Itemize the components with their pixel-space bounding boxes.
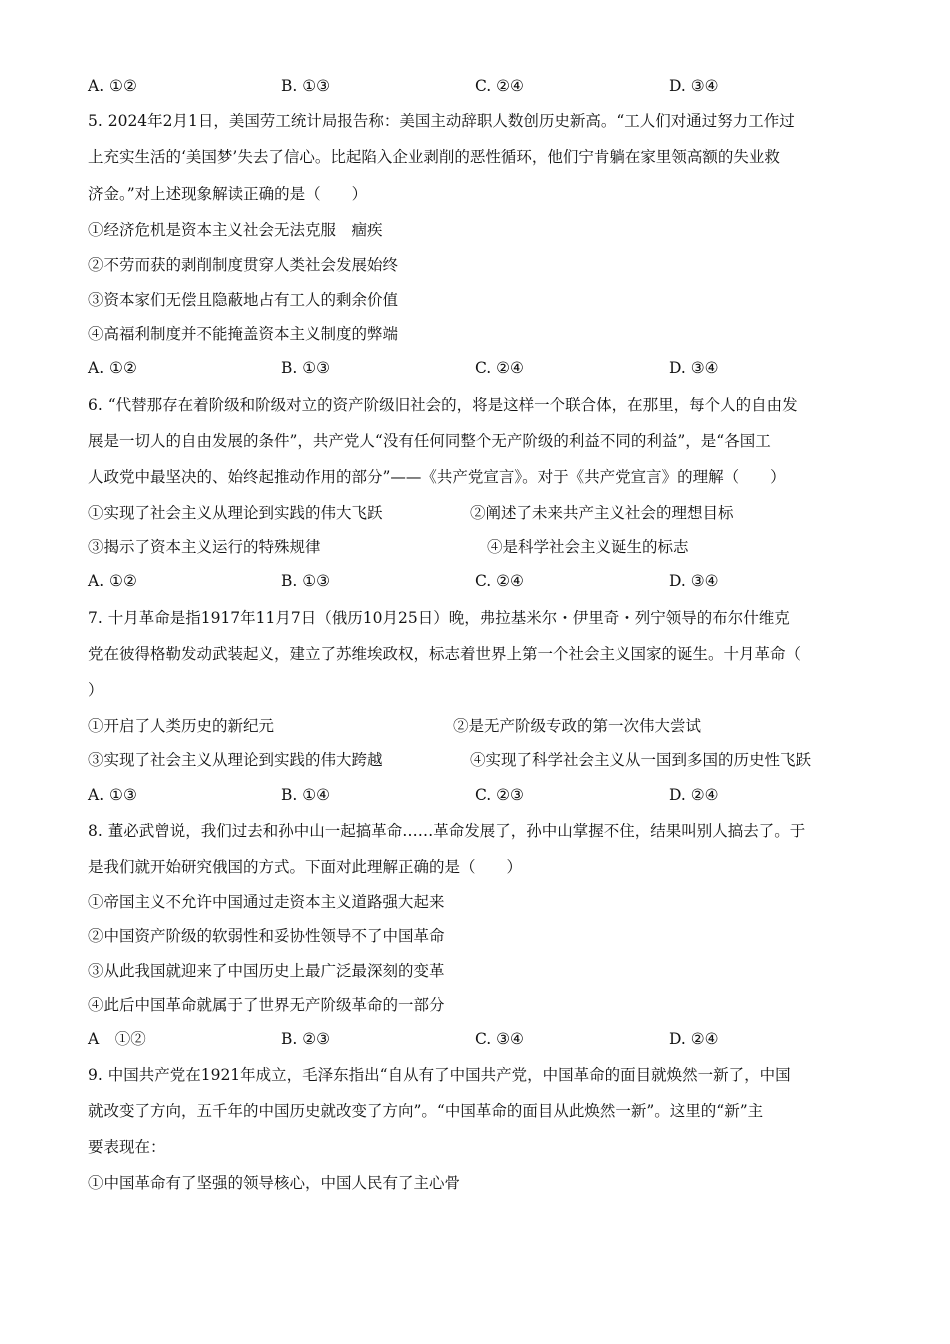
question-9-stem-line: 9. 中国共产党在1921年成立，毛泽东指出“自从有了中国共产党，中国革命的面目就焕然一新了，中国 <box>88 1066 791 1084</box>
question-5-item: ②不劳而获的剥削制度贯穿人类社会发展始终 <box>88 256 399 274</box>
option-a: A ①② <box>88 1030 146 1048</box>
question-6-stem-line: 展是一切人的自由发展的条件”，共产党人“没有任何同整个无产阶级的利益不同的利益”，是“各国工 <box>88 432 771 450</box>
option-b: B. ①④ <box>281 786 331 804</box>
question-6-stem-line: 6. “代替那存在着阶级和阶级对立的资产阶级旧社会的，将是这样一个联合体，在那里，每个人的自由发 <box>88 396 798 414</box>
question-6-item: ②阐述了未来共产主义社会的理想目标 <box>470 504 734 522</box>
option-a: A. ①② <box>88 572 137 590</box>
question-9-stem-line: 就改变了方向，五千年的中国历史就改变了方向”。“中国革命的面目从此焕然一新”。这里的“新”主 <box>88 1102 764 1120</box>
question-6-item: ④是科学社会主义诞生的标志 <box>487 538 689 556</box>
option-d: D. ③④ <box>669 77 719 95</box>
option-a: A. ①③ <box>88 786 137 804</box>
option-d: D. ②④ <box>669 786 719 804</box>
option-c: C. ②③ <box>475 786 524 804</box>
option-b: B. ①③ <box>281 77 331 95</box>
option-c: C. ②④ <box>475 572 524 590</box>
question-7-item: ④实现了科学社会主义从一国到多国的历史性飞跃 <box>470 751 812 769</box>
option-b: B. ②③ <box>281 1030 331 1048</box>
question-5-stem-line: 济金。”对上述现象解读正确的是（ ） <box>88 185 368 203</box>
question-8-item: ②中国资产阶级的软弱性和妥协性领导不了中国革命 <box>88 927 445 945</box>
option-d: D. ③④ <box>669 359 719 377</box>
question-6-item: ①实现了社会主义从理论到实践的伟大飞跃 <box>88 504 383 522</box>
question-7-stem-line: 7. 十月革命是指1917年11月7日（俄历10月25日）晚，弗拉基米尔・伊里奇・列宁领导的布尔什维克 <box>88 609 790 627</box>
option-c: C. ③④ <box>475 1030 524 1048</box>
question-8-item: ③从此我国就迎来了中国历史上最广泛最深刻的变革 <box>88 962 445 980</box>
option-c: C. ②④ <box>475 77 524 95</box>
question-5-stem-line: 5. 2024年2月1日，美国劳工统计局报告称：美国主动辞职人数创历史新高。“工人们对通过努力工作过 <box>88 112 795 130</box>
question-6-stem-line: 人政党中最坚决的、始终起推动作用的部分”——《共产党宣言》。对于《共产党宣言》的理解（ ） <box>88 468 786 486</box>
option-b: B. ①③ <box>281 359 331 377</box>
question-5-stem-line: 上充实生活的‘美国梦’失去了信心。比起陷入企业剥削的恶性循环，他们宁肯躺在家里领高额的失业救 <box>88 148 780 166</box>
option-b: B. ①③ <box>281 572 331 590</box>
question-9-stem-line: 要表现在： <box>88 1138 166 1156</box>
question-8-item: ①帝国主义不允许中国通过走资本主义道路强大起来 <box>88 893 445 911</box>
option-a: A. ①② <box>88 77 137 95</box>
question-6-item: ③揭示了资本主义运行的特殊规律 <box>88 538 321 556</box>
option-a: A. ①② <box>88 359 137 377</box>
option-c: C. ②④ <box>475 359 524 377</box>
question-9-item: ①中国革命有了坚强的领导核心，中国人民有了主心骨 <box>88 1174 461 1192</box>
option-d: D. ③④ <box>669 572 719 590</box>
question-7-stem-line: 党在彼得格勒发动武装起义，建立了苏维埃政权，标志着世界上第一个社会主义国家的诞生。十月革命（ <box>88 645 802 663</box>
question-8-stem-line: 8. 董必武曾说，我们过去和孙中山一起搞革命……革命发展了，孙中山掌握不住，结果叫别人搞去了。于 <box>88 822 806 840</box>
question-7-item: ③实现了社会主义从理论到实践的伟大跨越 <box>88 751 383 769</box>
question-8-item: ④此后中国革命就属于了世界无产阶级革命的一部分 <box>88 996 445 1014</box>
option-d: D. ②④ <box>669 1030 719 1048</box>
question-5-item: ③资本家们无偿且隐蔽地占有工人的剩余价值 <box>88 291 399 309</box>
question-8-stem-line: 是我们就开始研究俄国的方式。下面对此理解正确的是（ ） <box>88 858 523 876</box>
question-7-item: ②是无产阶级专政的第一次伟大尝试 <box>453 717 702 735</box>
question-5-item: ①经济危机是资本主义社会无法克服 痼疾 <box>88 221 383 239</box>
question-7-stem-line: ） <box>88 681 104 699</box>
question-5-item: ④高福利制度并不能掩盖资本主义制度的弊端 <box>88 325 399 343</box>
question-7-item: ①开启了人类历史的新纪元 <box>88 717 275 735</box>
